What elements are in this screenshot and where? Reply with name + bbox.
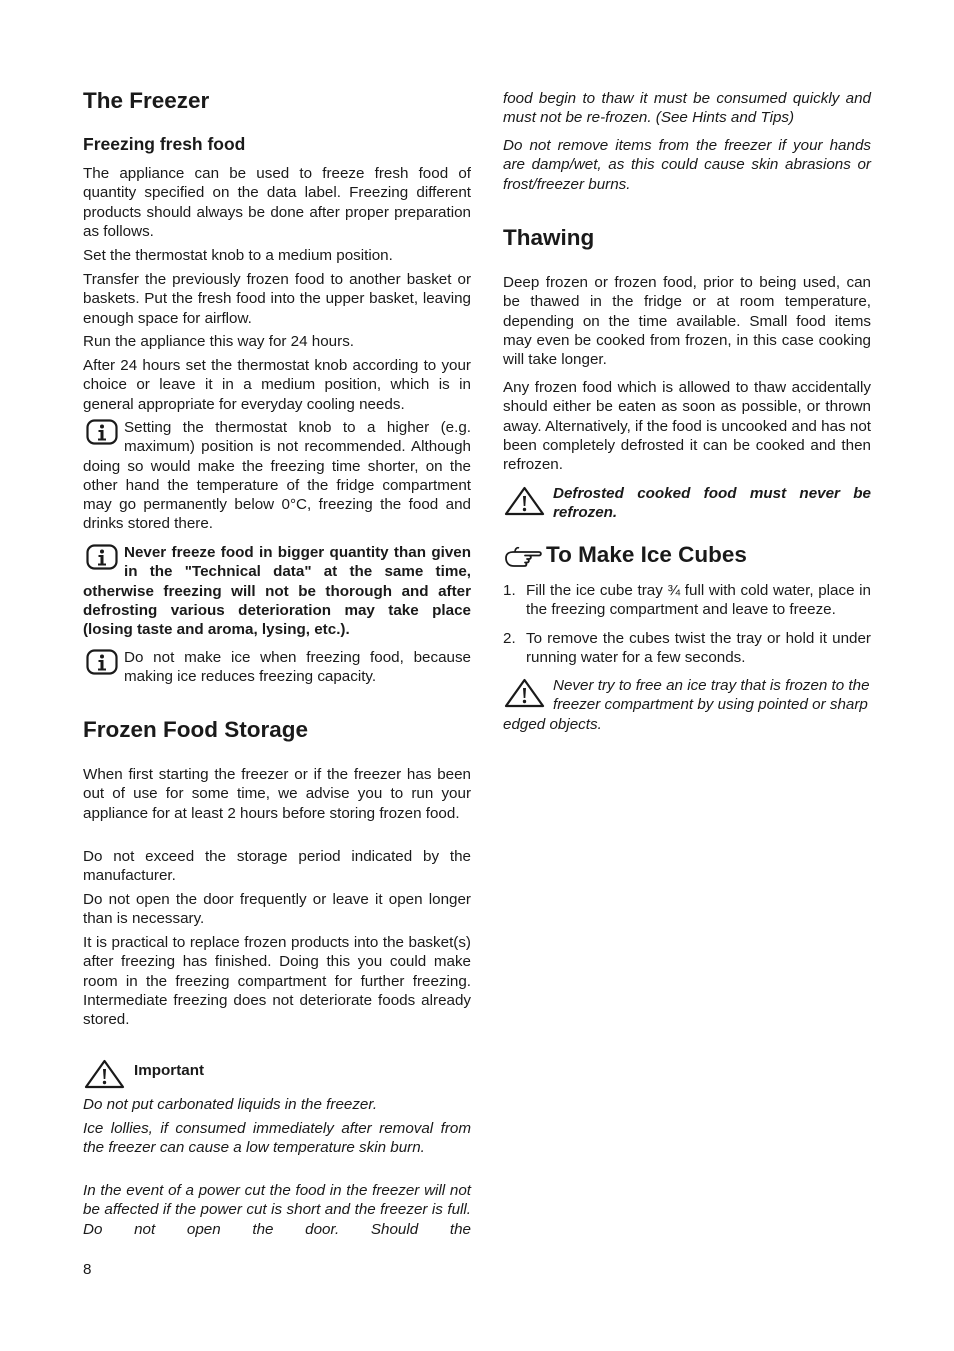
info-note-thermostat: Setting the thermostat knob to a higher (e.g. maximum) position is not recommended. Although doing so would make the freezing time shorter, on the other hand the temperature of the fridge compartment may go permanently below 0°C, freezing the food and drinks stored there. [83,419,471,533]
info-icon [86,544,118,570]
info-icon [86,419,118,445]
continued-paragraph-2: Do not remove items from the freezer if your hands are damp/wet, as this could cause skin abrasions or frost/freezer burns. [503,137,871,193]
freezing-paragraph-3: Transfer the previously frozen food to another basket or baskets. Put the fresh food into the upper basket, leaving enough space for airflow. [83,271,471,327]
thawing-title: Thawing [503,225,595,250]
freezing-paragraph-1: The appliance can be used to freeze fresh food of quantity specified on the data label. Freezing different products should always be done after proper preparation as follows. [83,165,471,240]
freezing-fresh-food-subtitle: Freezing fresh food [83,134,246,154]
storage-paragraph-1: When first starting the freezer or if the freezer has been out of use for some time, we advise you to run your appliance for at least 2 hours before storing frozen food. [83,766,471,822]
ice-cubes-title: To Make Ice Cubes [546,542,747,567]
freezer-title: The Freezer [83,88,210,113]
storage-paragraph-4: It is practical to replace frozen products into the basket(s) after freezing has finished. Doing this you could make room in the freezing compartment for further freezing. Intermediate freezing does not deteriorate foods already stored. [83,934,471,1029]
page-number: 8 [83,1261,92,1278]
important-paragraph-2: Ice lollies, if consumed immediately after removal from the freezer can cause a low temperature skin burn. [83,1120,471,1157]
important-paragraph-3: In the event of a power cut the food in the freezer will not be affected if the power cut is short and the freezer is full. Do not open the door. Should the [83,1182,471,1238]
freezing-paragraph-2: Set the thermostat knob to a medium position. [83,247,393,264]
warning-icon [504,678,545,708]
freezing-paragraph-5: After 24 hours set the thermostat knob according to your choice or leave it in a medium position, which is in general appropriate for everyday cooling needs. [83,357,471,413]
list-item: 1. Fill the ice cube tray ¾ full with cold water, place in the freezing compartment and leave to freeze. [503,582,871,619]
ice-cubes-heading [503,540,747,570]
ice-list [503,581,871,667]
pointing-hand-icon [503,544,545,570]
info-note-ice: Do not make ice when freezing food, because making ice reduces freezing capacity. [83,648,471,687]
warning-note-ice-tray: Never try to free an ice tray that is frozen to the freezer compartment by using pointed or sharp edged objects. [503,677,870,733]
storage-paragraph-3: Do not open the door frequently or leave it open longer than is necessary. [83,891,471,928]
warning-note-refreeze: Defrosted cooked food must never be refrozen. [503,484,871,523]
continued-paragraph-1: food begin to thaw it must be consumed quickly and must not be re-frozen. (See Hints and Tips) [503,90,871,127]
info-icon [86,649,118,675]
frozen-food-storage-title: Frozen Food Storage [83,717,308,742]
warning-icon [84,1059,125,1089]
storage-paragraph-2: Do not exceed the storage period indicated by the manufacturer. [83,848,471,885]
thawing-paragraph-2: Any frozen food which is allowed to thaw accidentally should either be eaten as soon as possible, or thrown away. Alternatively, if the food is uncooked and has not been completely defrosted it can be cooked and then refrozen. [503,379,871,474]
important-label: Important [134,1062,205,1079]
freezing-paragraph-4: Run the appliance this way for 24 hours. [83,333,355,350]
list-item: 2. To remove the cubes twist the tray or hold it under running water for a few seconds. [503,629,871,666]
thawing-paragraph-1: Deep frozen or frozen food, prior to being used, can be thawed in the fridge or at room temperature, depending on the time available. Small food items may even be cooked from frozen, in this case cooking will take longer. [503,274,871,369]
warning-icon [504,486,545,516]
important-paragraph-1: Do not put carbonated liquids in the freezer. [83,1096,378,1113]
info-note-quantity: Never freeze food in bigger quantity than given in the "Technical data" at the same time, otherwise freezing will not be thorough and after defrosting various deterioration may take place (losing taste and aroma, lysing, etc.). [83,544,471,639]
